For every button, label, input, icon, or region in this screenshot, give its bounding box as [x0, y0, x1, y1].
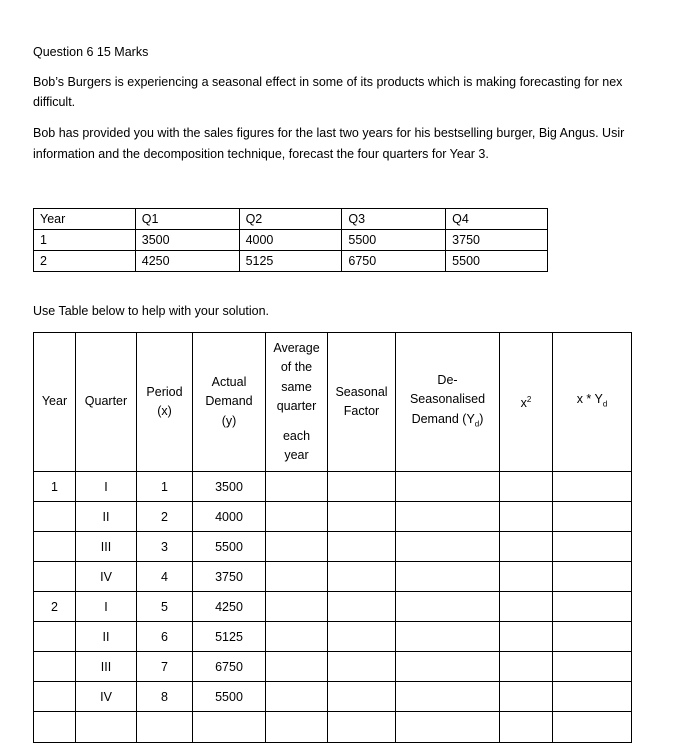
cell-seasonal-factor	[328, 682, 396, 712]
cell-quarter: III	[76, 532, 137, 562]
solution-row	[34, 502, 632, 532]
sales-cell: 1	[34, 230, 136, 251]
cell-x-squared	[500, 472, 553, 502]
question-task-line-1: Bob has provided you with the sales figures for the last two years for his bestselling burger, Big Angus. Usir	[33, 126, 625, 140]
solution-row	[34, 532, 632, 562]
header-seasonal-factor: Seasonal Factor	[328, 333, 396, 472]
solution-table	[33, 332, 632, 743]
cell-period: 3	[137, 532, 193, 562]
header-year: Year	[34, 333, 76, 472]
cell-period: 5	[137, 592, 193, 622]
cell-x-times-yd	[553, 682, 632, 712]
cell-actual-demand: 5500	[193, 532, 266, 562]
cell-x-times-yd	[553, 712, 632, 743]
cell-actual-demand: 4250	[193, 592, 266, 622]
sales-header-row	[34, 209, 548, 230]
cell-x-times-yd	[553, 652, 632, 682]
cell-seasonal-factor	[328, 472, 396, 502]
sales-cell: 5500	[342, 230, 446, 251]
cell-actual-demand: 5500	[193, 682, 266, 712]
cell-seasonal-factor	[328, 502, 396, 532]
cell-year	[34, 502, 76, 532]
cell-quarter: II	[76, 622, 137, 652]
cell-seasonal-factor	[328, 562, 396, 592]
cell-actual-demand	[193, 712, 266, 743]
cell-x-squared	[500, 622, 553, 652]
cell-year	[34, 682, 76, 712]
header-average-same-quarter: Average of the same quarter each year	[266, 333, 328, 472]
cell-x-times-yd	[553, 562, 632, 592]
cell-average	[266, 712, 328, 743]
cell-average	[266, 532, 328, 562]
table-hint: Use Table below to help with your solution.	[33, 304, 270, 318]
cell-period: 8	[137, 682, 193, 712]
header-x-squared: $x^2$	[500, 333, 553, 472]
solution-row	[34, 472, 632, 502]
cell-average	[266, 562, 328, 592]
cell-x-squared	[500, 532, 553, 562]
cell-period: 4	[137, 562, 193, 592]
question-task-line-2: information and the decomposition technique, forecast the four quarters for Year 3.	[33, 147, 489, 161]
solution-row	[34, 592, 632, 622]
cell-average	[266, 622, 328, 652]
header-actual-demand: Actual Demand (y)	[193, 333, 266, 472]
cell-deseasonalised	[396, 682, 500, 712]
sales-header-q1: Q1	[135, 209, 239, 230]
cell-deseasonalised	[396, 502, 500, 532]
cell-x-squared	[500, 502, 553, 532]
cell-year	[34, 652, 76, 682]
cell-actual-demand: 6750	[193, 652, 266, 682]
cell-seasonal-factor	[328, 652, 396, 682]
cell-actual-demand: 5125	[193, 622, 266, 652]
cell-average	[266, 592, 328, 622]
cell-average	[266, 652, 328, 682]
question-intro-line-2: difficult.	[33, 95, 76, 109]
cell-year	[34, 532, 76, 562]
solution-row	[34, 652, 632, 682]
solution-row	[34, 562, 632, 592]
solution-row	[34, 712, 632, 743]
cell-average	[266, 502, 328, 532]
cell-quarter: IV	[76, 682, 137, 712]
cell-x-squared	[500, 712, 553, 743]
sales-header-q3: Q3	[342, 209, 446, 230]
cell-actual-demand: 3750	[193, 562, 266, 592]
sales-cell: 5500	[446, 251, 548, 272]
cell-x-squared	[500, 682, 553, 712]
cell-deseasonalised	[396, 472, 500, 502]
sales-cell: 5125	[239, 251, 342, 272]
sales-cell: 4250	[135, 251, 239, 272]
cell-actual-demand: 3500	[193, 472, 266, 502]
sales-row	[34, 230, 548, 251]
cell-seasonal-factor	[328, 622, 396, 652]
sales-row	[34, 251, 548, 272]
sales-header-q4: Q4	[446, 209, 548, 230]
cell-x-times-yd	[553, 622, 632, 652]
cell-x-squared	[500, 652, 553, 682]
sales-header-year: Year	[34, 209, 136, 230]
cell-deseasonalised	[396, 652, 500, 682]
cell-deseasonalised	[396, 622, 500, 652]
cell-deseasonalised	[396, 562, 500, 592]
cell-quarter: IV	[76, 562, 137, 592]
sales-cell: 4000	[239, 230, 342, 251]
sales-header-q2: Q2	[239, 209, 342, 230]
cell-quarter: II	[76, 502, 137, 532]
cell-year	[34, 712, 76, 743]
cell-actual-demand: 4000	[193, 502, 266, 532]
solution-header-row	[34, 333, 632, 472]
cell-average	[266, 682, 328, 712]
header-period: Period (x)	[137, 333, 193, 472]
cell-year	[34, 562, 76, 592]
cell-year	[34, 622, 76, 652]
cell-quarter: III	[76, 652, 137, 682]
cell-x-times-yd	[553, 592, 632, 622]
cell-period: 1	[137, 472, 193, 502]
cell-year: 1	[34, 472, 76, 502]
cell-deseasonalised	[396, 712, 500, 743]
cell-seasonal-factor	[328, 712, 396, 743]
cell-x-squared	[500, 592, 553, 622]
cell-x-times-yd	[553, 502, 632, 532]
cell-seasonal-factor	[328, 532, 396, 562]
sales-figures-table	[33, 208, 548, 272]
cell-deseasonalised	[396, 532, 500, 562]
solution-row	[34, 682, 632, 712]
cell-x-times-yd	[553, 472, 632, 502]
sales-cell: 2	[34, 251, 136, 272]
header-deseasonalised-demand: De- Seasonalised Demand $(Y_d)$	[396, 333, 500, 472]
question-title: Question 6 15 Marks	[33, 45, 149, 59]
cell-period: 6	[137, 622, 193, 652]
cell-period: 7	[137, 652, 193, 682]
cell-x-squared	[500, 562, 553, 592]
question-intro-line-1: Bob’s Burgers is experiencing a seasonal effect in some of its products which is making forecasting for nex	[33, 75, 623, 89]
cell-x-times-yd	[553, 532, 632, 562]
header-x-times-yd: x * $Y_d$	[553, 333, 632, 472]
solution-row	[34, 622, 632, 652]
cell-year: 2	[34, 592, 76, 622]
sales-cell: 3500	[135, 230, 239, 251]
cell-period	[137, 712, 193, 743]
cell-period: 2	[137, 502, 193, 532]
sales-cell: 6750	[342, 251, 446, 272]
cell-quarter: I	[76, 592, 137, 622]
cell-quarter	[76, 712, 137, 743]
sales-cell: 3750	[446, 230, 548, 251]
cell-quarter: I	[76, 472, 137, 502]
cell-average	[266, 472, 328, 502]
cell-deseasonalised	[396, 592, 500, 622]
cell-seasonal-factor	[328, 592, 396, 622]
header-quarter: Quarter	[76, 333, 137, 472]
